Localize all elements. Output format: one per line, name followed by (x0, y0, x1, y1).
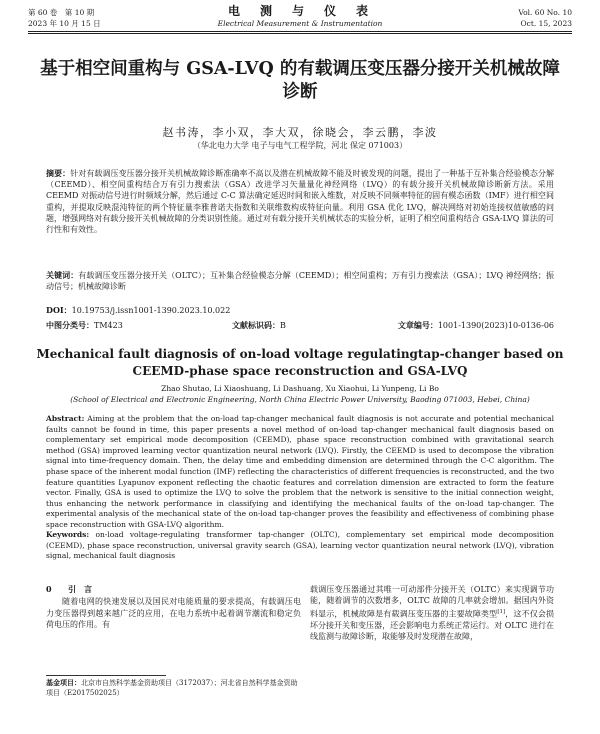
doi-value[interactable]: 10.19753/j.issn1001-1390.2023.10.022 (71, 306, 231, 315)
abstract-en (46, 414, 554, 531)
doi-label: DOI： (46, 305, 72, 315)
doc-code-value: B (280, 321, 286, 330)
section-number: 0 (46, 584, 52, 594)
section-heading-introduction (46, 584, 301, 595)
body-column-left (46, 584, 301, 631)
abstract-label-en: Abstract: (46, 414, 85, 423)
intro-paragraph-right-1: 载调压变压器通过其唯一可动部件分接开关（OLTC）来实现调节功能，随着调节的次数增多，OLTC 故障的几率就会增加。据国内外资料显示，机械故障是有载调压变压器的主要故障类型 (310, 585, 554, 619)
abstract-text-cn: 针对有载调压变压器分接开关机械故障诊断准确率不高以及潜在机械故障不能及时被发现的问题，提出了一种基于互补集合经验模态分解（CEEMD）、相空间重构结合万有引力搜索法（GSA）改进学习矢量量化神经网络（LVQ）的有载分接开关机械故障诊断新方法。采用 CEEMD 对振动信号进行时频域分解，然后通过 C-C 算法确定延迟时间和嵌入维数，对反映不同频率特征的固有模态函数（IMF）进行相空间重构，并提取反映混沌特征的两个特征量李雅普诺夫指数和关联维数构成特征向量。利用 GSA 优化 LVQ，解决网络对初始连接权值敏感的问题，增强网络对有载分接开关机械故障的分类识别性能。通过对有载分接开关机械状态的实验分析，证明了相空间重构结合 GSA-LVQ 算法的可行性和有效性。 (46, 169, 555, 235)
affiliation-en: (School of Electrical and Electronic Engineering, North China Electric Power University, Baoding 071003, Hebei, China) (70, 395, 530, 404)
journal-name-cn: 电 测 与 仪 表 (227, 4, 372, 18)
authors-en: Zhao Shutao, Li Xiaoshuang, Li Dashuang, Xu Xiaohui, Li Yunpeng, Li Bo (161, 384, 439, 393)
abstract-label-cn: 摘要： (46, 168, 71, 178)
section-title: 引 言 (68, 584, 92, 594)
volume-cn: 第 60 卷 第 10 期 (28, 8, 95, 17)
keywords-cn (46, 270, 554, 292)
keywords-label-en: Keywords: (46, 530, 90, 539)
article-number (398, 320, 554, 331)
document-code (232, 320, 286, 331)
fund-footnote (46, 678, 301, 698)
intro-paragraph-right-2: ，这不仅会损坏分接开关和变压器，还会影响电力系统正常运行。对 OLTC 进行在线监测与故障诊断，取能够及时发现潜在故障， (310, 609, 555, 642)
footnote-rule (46, 675, 166, 676)
fund-label: 基金项目： (46, 678, 81, 687)
journal-name-en: Electrical Measurement & Instrumentation (217, 19, 383, 28)
keywords-en (46, 530, 554, 562)
page-title-cn: 基于相空间重构与 GSA-LVQ 的有载调压变压器分接开关机械故障诊断 (40, 59, 560, 102)
abstract-text-en: Aiming at the problem that the on-load tap-changer mechanical fault diagnosis is not accurate and potential mechanical faults cannot be found in time, this paper presents a novel method of on-load tap-changer mechanical fault diagnosis based on complementary set empirical mode decomposition (CEEMD), phase space reconstruction combined with gravitational search method (GSA) improved learning vector quantization neural network (LVQ). Firstly, the CEEMD is used to decompose the vibration signal into time-frequency domain. Then, the delay time and embedding dimension are determined through the C-C algorithm. The phase space of the inherent modal function (IMF) reflecting the characteristics of different frequencies is reconstructed, and the two feature quantities Lyapunov exponent reflecting the chaotic features and correlation dimension are extracted to form the feature vector. Finally, GSA is used to optimize the LVQ to solve the problem that the network is sensitive to the initial connection weight, thus enhancing the network performance in classifying and identifying the mechanical faults of the on-load tap-changer. The experimental analysis of the mechanical state of the on-load tap-changer proves the feasibility and effectiveness of combining phase space reconstruction with GSA-LVQ algorithm. (46, 414, 554, 529)
intro-paragraph-left: 随着电网的快速发展以及国民对电能质量的要求提高，有载调压电力变压器得到越来越广泛的应用，在电力系统中起着调节潮流和稳定负荷电压的作用。有 (46, 597, 301, 630)
date-cn: 2023 年 10 月 15 日 (28, 19, 101, 28)
volume-en: Vol. 60 No. 10 (518, 8, 572, 17)
authors-cn: 赵书涛，李小双，李大双，徐晓会，李云鹏，李波 (162, 126, 438, 139)
fund-text: 北京市自然科学基金资助项目（3172037）；河北省自然科学基金资助项目（E2017502025） (46, 679, 298, 697)
clc-label: 中图分类号： (46, 320, 94, 330)
body-column-right (310, 584, 554, 643)
clc-number (46, 320, 123, 331)
citation-ref-1[interactable]: [1] (497, 608, 506, 615)
keywords-text-en: on-load voltage-regulating transformer tap-changer (OLTC), complementary set empirical mode decomposition (CEEMD), phase space reconstruction, universal gravity search (GSA), learning vector quantization neural network (LVQ), vibration signal, mechanical fault diagnosis (46, 530, 554, 561)
date-en: Oct. 15, 2023 (520, 19, 572, 28)
keywords-label-cn: 关键词： (46, 270, 79, 280)
header-rule-double (28, 33, 572, 34)
header-rule (28, 31, 572, 32)
doc-code-label: 文献标识码： (232, 320, 280, 330)
article-no-label: 文章编号： (397, 320, 438, 330)
abstract-cn (46, 168, 554, 235)
keywords-text-cn: 有载调压变压器分接开关（OLTC）；互补集合经验模态分解（CEEMD）；相空间重构；万有引力搜索法（GSA）；LVQ 神经网络；振动信号；机械故障诊断 (46, 271, 555, 292)
affiliation-cn: （华北电力大学 电子与电气工程学院，河北 保定 071003） (192, 141, 408, 150)
doi[interactable] (46, 305, 554, 316)
article-no-value: 1001-1390(2023)10-0136-06 (437, 321, 554, 330)
clc-value: TM423 (94, 321, 123, 330)
page-title-en: Mechanical fault diagnosis of on-load voltage regulatingtap-changer based on CEEMD-phase space reconstruction and GSA-LVQ (36, 347, 564, 378)
